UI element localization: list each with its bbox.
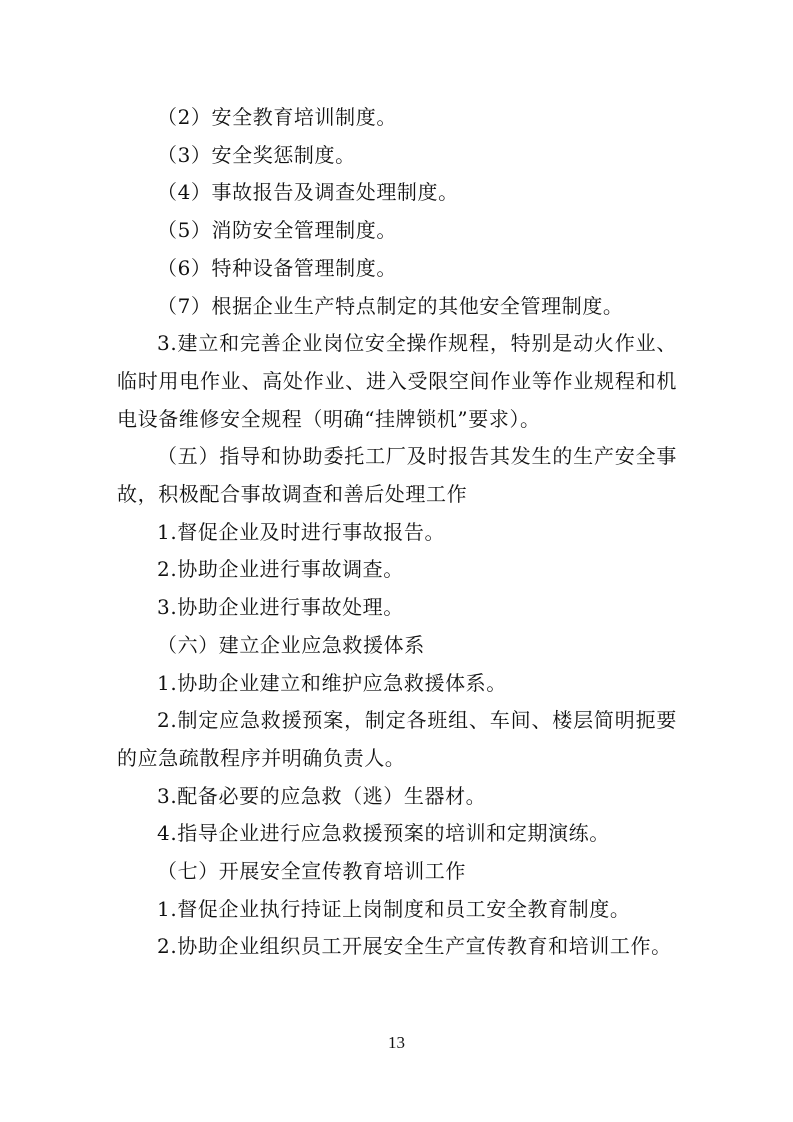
- paragraph-item-6-special-equipment: （6）特种设备管理制度。: [157, 255, 397, 280]
- section-heading-7-safety-education: （七）开展安全宣传教育培训工作: [157, 859, 466, 884]
- page-number: 13: [388, 1033, 405, 1052]
- paragraph-operating-procedures: 3.建立和完善企业岗位安全操作规程，特别是动火作业、临时用电作业、高处作业、进入受限空间作业等作业规程和机电设备维修安全规程（明确“挂牌锁机”要求）。: [117, 331, 677, 431]
- paragraph-6-2-plan: 2.制定应急救援预案，制定各班组、车间、楼层简明扼要的应急疏散程序并明确负责人。: [117, 708, 677, 770]
- section-heading-6-emergency-rescue: （六）建立企业应急救援体系: [157, 632, 425, 657]
- paragraph-5-1-report: 1.督促企业及时进行事故报告。: [157, 519, 446, 544]
- paragraph-item-3-rewards-penalties: （3）安全奖惩制度。: [157, 142, 356, 167]
- body-text: [117, 99, 677, 966]
- section-heading-5-accident-reporting: （五）指导和协助委托工厂及时报告其发生的生产安全事故，积极配合事故调查和善后处理工作: [117, 444, 677, 507]
- paragraph-item-4-accident-reporting: （4）事故报告及调查处理制度。: [157, 180, 459, 205]
- paragraph-5-3-handle: 3.协助企业进行事故处理。: [157, 595, 404, 620]
- paragraph-item-7-other-systems: （7）根据企业生产特点制定的其他安全管理制度。: [157, 293, 624, 318]
- paragraph-6-1-system: 1.协助企业建立和维护应急救援体系。: [157, 670, 507, 695]
- paragraph-7-2-training: 2.协助企业组织员工开展安全生产宣传教育和培训工作。: [157, 934, 672, 959]
- paragraph-7-1-certification: 1.督促企业执行持证上岗制度和员工安全教育制度。: [157, 896, 631, 921]
- paragraph-item-5-fire-safety: （5）消防安全管理制度。: [157, 218, 397, 243]
- paragraph-5-2-investigate: 2.协助企业进行事故调查。: [157, 557, 404, 582]
- paragraph-6-4-drills: 4.指导企业进行应急救援预案的培训和定期演练。: [157, 821, 610, 846]
- paragraph-6-3-equipment: 3.配备必要的应急救（逃）生器材。: [157, 783, 487, 808]
- paragraph-item-2-training-system: （2）安全教育培训制度。: [157, 105, 397, 129]
